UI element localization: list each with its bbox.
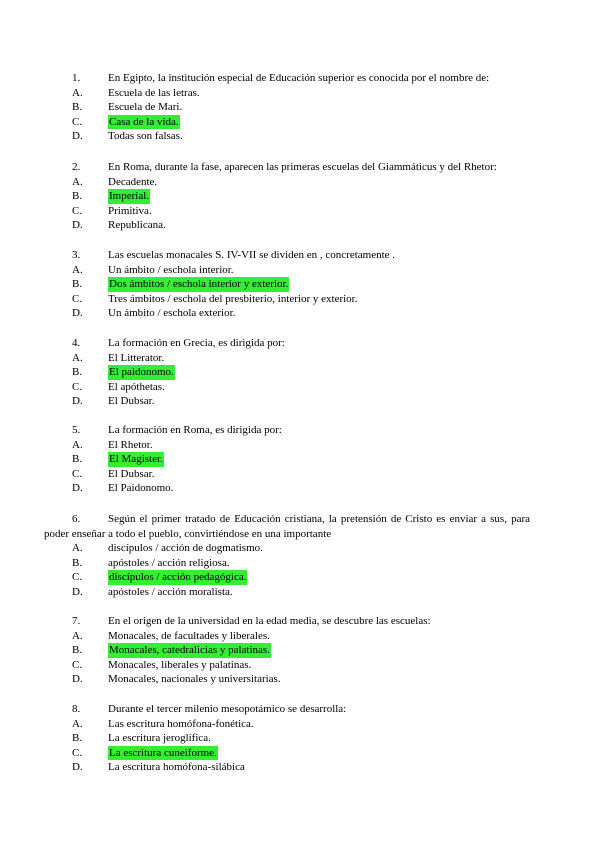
option-letter: C. [72, 115, 83, 128]
question-number: 1. [72, 72, 81, 84]
question-number: 5. [72, 424, 81, 436]
question-number: 4. [72, 337, 81, 349]
option-letter: A. [72, 175, 83, 188]
question-text: En Roma, durante la fase, aparecen las primeras escuelas del Giammáticus y del Rhetor: [108, 161, 497, 173]
option-letter: C. [72, 571, 83, 584]
option-text: El Dubsar. [108, 395, 155, 408]
option-letter: B. [72, 732, 83, 745]
option-letter: B. [72, 366, 83, 379]
option-letter: C. [72, 746, 83, 759]
question-text: Durante el tercer milenio mesopotámico se desarrolla: [108, 703, 347, 715]
question-2 [0, 160, 600, 233]
option-letter: D. [72, 395, 83, 408]
option-text: El Paidonomo. [108, 482, 174, 495]
correct-option-text: discípulos / acción pedagógica. [109, 571, 247, 584]
option-text: Monacales, nacionales y universitarias. [108, 673, 281, 686]
option-letter: C. [72, 380, 83, 393]
question-text-line-2: poder enseñar a todo el pueblo, convirtiéndose en una importante [44, 527, 332, 540]
option-letter: A. [72, 629, 83, 642]
option-letter: A. [72, 542, 83, 555]
question-number: 8. [72, 703, 81, 715]
option-text: Todas son falsas. [108, 130, 183, 143]
correct-option-text: Monacales, catedralicias y palatinas. [109, 644, 270, 657]
option-letter: B. [72, 453, 83, 466]
question-7 [0, 614, 600, 687]
option-letter: B. [72, 101, 83, 114]
option-text: Escuela de Mari. [108, 101, 183, 114]
question-1 [0, 71, 600, 144]
option-letter: B. [72, 644, 83, 657]
question-number: 6. [72, 513, 81, 525]
option-text: El Rhetor. [108, 438, 153, 451]
option-letter: A. [72, 351, 83, 364]
option-text: discípulos / acción de dogmatismo. [108, 542, 263, 555]
option-letter: B. [72, 556, 83, 569]
question-number: 7. [72, 615, 81, 627]
option-letter: C. [72, 467, 83, 480]
correct-option-text: Imperial. [109, 190, 150, 203]
question-number: 3. [72, 249, 81, 261]
question-text: En el origen de la universidad en la edad media, se descubre las escuelas: [108, 615, 431, 627]
option-letter: D. [72, 673, 83, 686]
option-letter: C. [72, 658, 83, 671]
option-text: Tres ámbitos / eschola del presbiterio, interior y exterior. [108, 292, 358, 305]
question-4 [0, 336, 600, 409]
option-letter: D. [72, 585, 83, 598]
question-8 [0, 702, 600, 775]
option-text: Un ámbito / eschola exterior. [108, 307, 236, 320]
option-letter: C. [72, 204, 83, 217]
option-letter: B. [72, 278, 83, 291]
option-text: El Dubsar. [108, 467, 155, 480]
correct-option-text: El Magister. [109, 453, 163, 466]
option-letter: D. [72, 219, 83, 232]
question-text: En Egipto, la institución especial de Educación superior es conocida por el nombre de: [108, 72, 490, 84]
option-text: apóstoles / acción moralista. [108, 585, 233, 598]
question-5 [0, 423, 600, 496]
option-text: El apóthetas. [108, 380, 165, 393]
option-letter: D. [72, 482, 83, 495]
option-letter: D. [72, 307, 83, 320]
correct-option-text: La escritura cuneiforme. [109, 746, 217, 759]
option-letter: A. [72, 438, 83, 451]
question-text-line-1: Según el primer tratado de Educación cristiana, la pretensión de Cristo es enviar a sus, para [108, 513, 530, 525]
option-letter: A. [72, 263, 83, 276]
question-3 [0, 248, 600, 321]
question-number: 2. [72, 161, 81, 173]
option-letter: B. [72, 190, 83, 203]
option-text: Primitiva. [108, 204, 152, 217]
question-6 [0, 512, 600, 600]
question-text: La formación en Roma, es dirigida por: [108, 424, 282, 436]
option-text: La escritura homófona-silábica [108, 761, 245, 774]
option-letter: A. [72, 717, 83, 730]
option-text: El Litterator. [108, 351, 165, 364]
option-text: La escritura jeroglífica. [108, 732, 211, 745]
option-letter: C. [72, 292, 83, 305]
option-text: Republicana. [108, 219, 166, 232]
correct-option-text: El paidonomo. [109, 366, 174, 379]
option-text: Monacales, liberales y palatinas. [108, 658, 252, 671]
option-text: Las escritura homófona-fonética. [108, 717, 254, 730]
option-text: apóstoles / acción religiosa. [108, 556, 230, 569]
correct-option-text: Dos ámbitos / eschola interior y exterior. [109, 278, 289, 291]
question-text: La formación en Grecia, es dirigida por: [108, 337, 285, 349]
option-text: Monacales, de facultades y liberales. [108, 629, 270, 642]
option-text: Escuela de las letras. [108, 86, 200, 99]
option-letter: A. [72, 86, 83, 99]
correct-option-text: Casa de la vida. [109, 115, 179, 128]
option-text: Un ámbito / eschola interior. [108, 263, 234, 276]
option-letter: D. [72, 761, 83, 774]
option-letter: D. [72, 130, 83, 143]
question-text: Las escuelas monacales S. IV-VII se dividen en , concretamente . [108, 249, 396, 261]
option-text: Decadente. [108, 175, 158, 188]
